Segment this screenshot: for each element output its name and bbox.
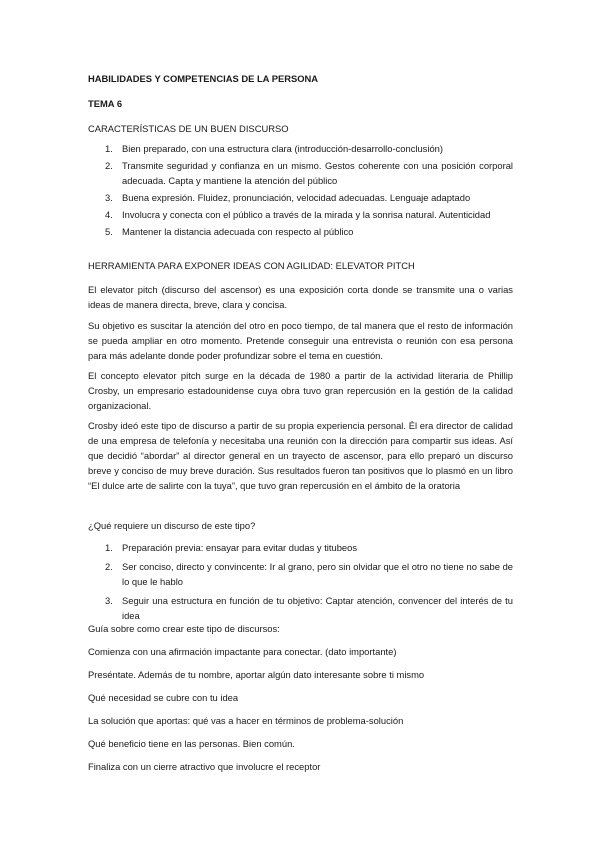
list-item: 1. Preparación previa: ensayar para evitar dudas y titubeos — [105, 542, 358, 553]
paragraph-objective: Su objetivo es suscitar la atención del otro en poco tiempo, de tal manera que el resto de información se pueda ampliar en otro momento. Pretende conseguir una entrevista o reunión con esa persona para más adelante donde poder profundizar sobre el tema en cuestión. — [88, 320, 513, 361]
guide-title: Guía sobre como crear este tipo de discursos: — [88, 623, 280, 634]
section-heading-elevator-pitch: HERRAMIENTA PARA EXPONER IDEAS CON AGILIDAD: ELEVATOR PITCH — [88, 260, 415, 271]
paragraph-crosby: Crosby ideó este tipo de discurso a partir de su propia experiencia personal. Él era director de calidad de una empresa de telefonía y necesitaba una reunión con la dirección para compartir sus ideas. Así que decidió “abordar” al director general en un trayecto de ascensor, para ello preparó un discurso breve y conciso de muy breve duración. Sus resultados fueron tan positivos que lo plasmó en un libro “El dulce arte de salirte con la tuya”, que tuvo gran repercusión en el ámbito de la oratoria — [88, 420, 513, 491]
list-item: 5. Mantener la distancia adecuada con respecto al público — [105, 226, 354, 237]
characteristics-list — [88, 141, 513, 239]
guide-line: Qué necesidad se cubre con tu idea — [88, 692, 239, 703]
section-heading-characteristics: CARACTERÍSTICAS DE UN BUEN DISCURSO — [88, 123, 289, 134]
guide-line: La solución que aportas: qué vas a hacer en términos de problema-solución — [88, 715, 404, 726]
list-item: 4. Involucra y conecta con el público a través de la mirada y la sonrisa natural. Autenticidad — [105, 209, 491, 220]
guide-line: Preséntate. Además de tu nombre, aportar algún dato interesante sobre ti mismo — [88, 669, 425, 680]
document-title: HABILIDADES Y COMPETENCIAS DE LA PERSONA — [88, 73, 319, 84]
guide-line: Comienza con una afirmación impactante para conectar. (dato importante) — [88, 646, 397, 657]
requirements-list — [88, 540, 513, 623]
list-item: 1. Bien preparado, con una estructura clara (introducción-desarrollo-conclusión) — [105, 143, 444, 154]
guide-line: Finaliza con un cierre atractivo que involucre el receptor — [88, 761, 321, 772]
guide-line: Qué beneficio tiene en las personas. Bien común. — [88, 738, 295, 749]
topic-label: TEMA 6 — [88, 98, 123, 109]
list-item: 2. Ser conciso, directo y convincente: Ir al grano, pero sin olvidar que el otro no tiene no sabe de lo que le hablo — [105, 561, 513, 587]
paragraph-origin: El concepto elevator pitch surge en la década de 1980 a partir de la actividad literaria de Phillip Crosby, un empresario estadounidense cuya obra tuvo gran repercusión en la gestión de la calidad organizacional. — [88, 370, 513, 411]
paragraph-definition: El elevator pitch (discurso del ascensor) es una exposición corta donde se transmite una o varias ideas de manera directa, breve, clara y concisa. — [88, 284, 513, 310]
list-item: 3. Seguir una estructura en función de tu objetivo: Captar atención, convencer del interés de tu idea — [105, 595, 513, 621]
list-item: 2. Transmite seguridad y confianza en un mismo. Gestos coherente con una posición corporal adecuada. Capta y mantiene la atención del público — [105, 160, 513, 186]
question-heading: ¿Qué requiere un discurso de este tipo? — [88, 520, 256, 531]
list-item: 3. Buena expresión. Fluidez, pronunciación, velocidad adecuadas. Lenguaje adaptado — [105, 192, 471, 203]
